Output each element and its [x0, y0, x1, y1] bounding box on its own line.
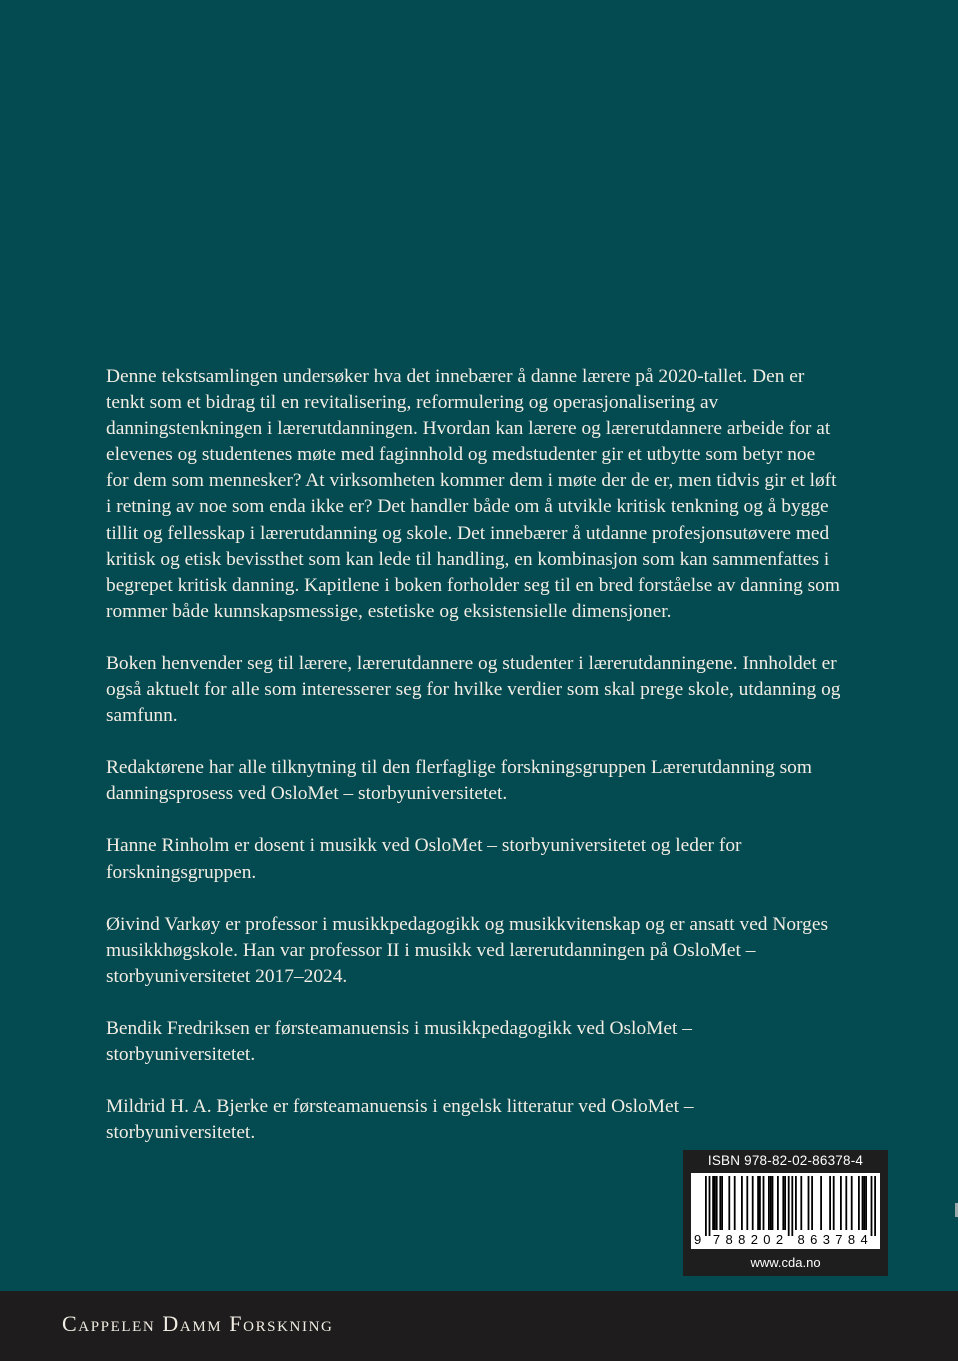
blurb-paragraph-audience: Boken henvender seg til lærere, lærerutdannere og studenter i lærerutdanningene. Innholdet er også aktuelt for alle som interesserer seg for hvilke verdier som skal prege skole, utdanning og samfunn. — [106, 652, 841, 727]
barcode-bar — [757, 1176, 759, 1230]
barcode-bar — [863, 1176, 865, 1230]
barcode-bar — [788, 1176, 790, 1236]
barcode-digit: 7 — [712, 1232, 721, 1247]
barcode-bar — [782, 1176, 784, 1230]
barcode-bar — [829, 1176, 831, 1230]
barcode-bar — [746, 1176, 748, 1230]
barcode-digit: 2 — [775, 1232, 784, 1247]
barcode-bar — [768, 1176, 770, 1230]
barcode-digit: 0 — [763, 1232, 771, 1247]
barcode-digit: 7 — [835, 1232, 843, 1247]
barcode-bar — [709, 1176, 711, 1236]
publisher-website: www.cda.no — [750, 1255, 821, 1270]
editor-bio-rinholm: Hanne Rinholm er dosent i musikk ved OsloMet – storbyuniversitetet og leder for forskningsgruppen. — [106, 835, 742, 883]
barcode-digit: 3 — [822, 1232, 830, 1247]
barcode-digit: 8 — [847, 1232, 856, 1247]
barcode-bar — [865, 1176, 867, 1230]
barcode-bar — [734, 1176, 736, 1230]
barcode-bar — [719, 1176, 721, 1230]
barcode-bar — [752, 1176, 754, 1230]
barcode-bar — [784, 1176, 786, 1230]
editor-bio-bjerke: Mildrid H. A. Bjerke er førsteamanuensis i engelsk litteratur ved OsloMet – storbyuniversitetet. — [106, 1096, 694, 1144]
barcode-bar — [874, 1176, 876, 1236]
barcode-bar — [833, 1176, 835, 1230]
barcode-bar — [862, 1176, 864, 1230]
blurb-paragraph-editors: Redaktørene har alle tilknytning til den flerfaglige forskningsgruppen Lærerutdanning som danningsprosess ved OsloMet – storbyuniversitetet. — [106, 757, 812, 805]
blurb-paragraph-description: Denne tekstsamlingen undersøker hva det innebærer å danne lærere på 2020-tallet. Den er tenkt som et bidrag til en revitalisering, reformulering og operasjonalisering av danningstenkningen i lærerutdanningen. Hvordan kan lærere og lærerutdannere arbeide for at elevenes og studentenes møte med faginnhold og medstudenter gir et utbytte som betyr noe for dem som mennesker? At virksomheten kommer dem i møte der de er, men tidvis gir et løft i retning av noe som enda ikke er? Det handler både om å utvikle kritisk tenkning og å bygge tillit og fellesskap i lærerutdanning og skole. Det innebærer å utdanne profesjonsutøvere med kritisk og etisk bevissthet som kan lede til handling, en kombinasjon som kan sammenfattes i begrepet kritisk danning. Kapitlene i boken forholder seg til en bred forståelse av danning som rommer både kunnskapsmessige, estetiske og eksistensielle dimensjoner. — [106, 366, 840, 622]
barcode-digit: 2 — [750, 1232, 758, 1247]
barcode-digit: 4 — [860, 1232, 868, 1247]
editor-bio-fredriksen: Bendik Fredriksen er førsteamanuensis i musikkpedagogikk ved OsloMet – storbyuniversitetet. — [106, 1017, 692, 1065]
barcode-bar — [721, 1176, 723, 1230]
barcode-bar — [795, 1176, 797, 1230]
barcode-graphic — [691, 1173, 880, 1249]
barcode-bar — [851, 1176, 853, 1230]
barcode-bar — [772, 1176, 774, 1230]
barcode-bar — [712, 1176, 714, 1230]
publisher-logo-text: Cappelen Damm Forskning — [62, 1311, 334, 1336]
publisher-footer-band — [0, 1291, 958, 1361]
barcode-bar — [741, 1176, 743, 1230]
barcode-bar — [871, 1176, 873, 1236]
barcode-bar — [759, 1176, 761, 1230]
back-cover-blurb — [106, 364, 841, 1146]
barcode-digit: 8 — [738, 1232, 746, 1247]
barcode-bar — [791, 1176, 793, 1236]
barcode-bar — [777, 1176, 779, 1230]
barcode-bar — [808, 1176, 810, 1230]
barcode-digit: 8 — [797, 1232, 805, 1247]
barcode-bar — [858, 1176, 860, 1230]
barcode-digit: 8 — [725, 1232, 733, 1247]
barcode-digit-first: 9 — [694, 1232, 702, 1247]
isbn-barcode-box — [683, 1150, 888, 1276]
barcode-bar — [714, 1176, 716, 1230]
barcode-bar — [770, 1176, 772, 1230]
editor-bio-varkoy: Øivind Varkøy er professor i musikkpedagogikk og musikkvitenskap og er ansatt ved Norges musikkhøgskole. Han var professor II i musikk ved lærerutdanningen på OsloMet – storbyuniversitetet 2017–2024. — [106, 913, 829, 987]
barcode-bar — [820, 1176, 822, 1230]
barcode-bar — [811, 1176, 813, 1230]
barcode-digit: 6 — [810, 1232, 818, 1247]
barcode-bar — [845, 1176, 847, 1230]
barcode-bar — [840, 1176, 842, 1230]
barcode — [691, 1173, 880, 1249]
barcode-bar — [800, 1176, 802, 1230]
isbn-label: ISBN 978-82-02-86378-4 — [707, 1153, 864, 1168]
barcode-bar — [763, 1176, 765, 1230]
barcode-bar — [705, 1176, 707, 1236]
barcode-bar — [716, 1176, 718, 1230]
barcode-bar — [728, 1176, 730, 1230]
